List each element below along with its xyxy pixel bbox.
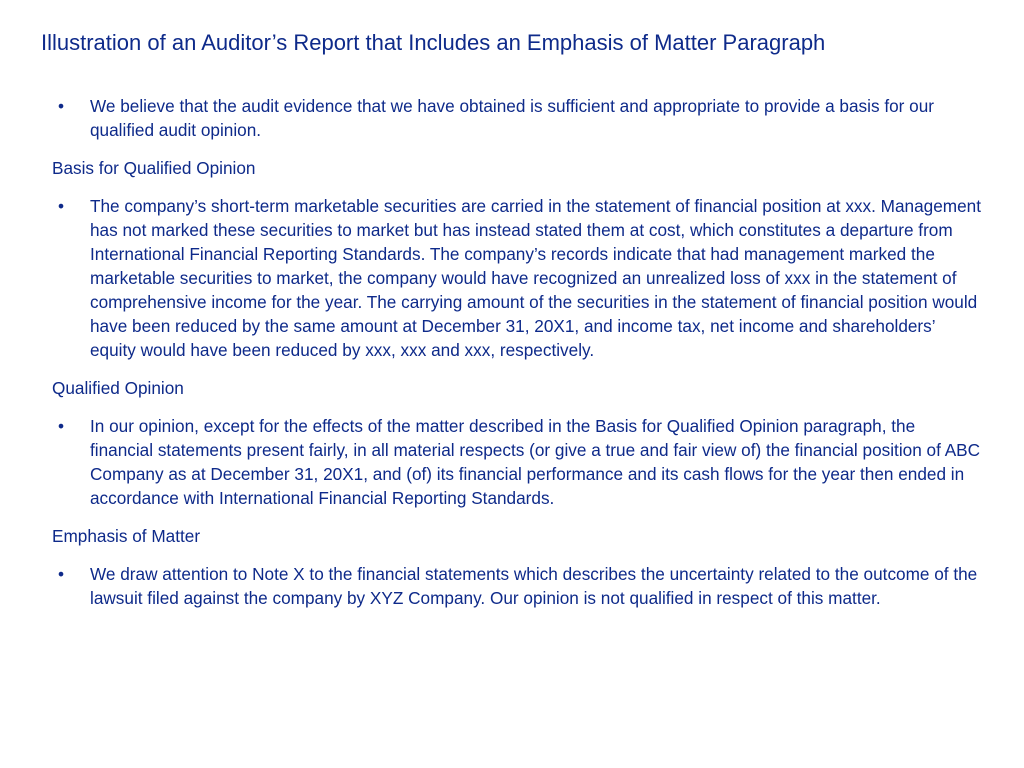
section-heading-emphasis-of-matter: Emphasis of Matter [52,526,201,546]
bullet-text: We draw attention to Note X to the financial statements which describes the uncertainty related to the outcome of the lawsuit filed against the company by XYZ Company. Our opinion is not qualified in respect of this matter. [90,564,978,608]
slide-title: Illustration of an Auditor’s Report that Includes an Emphasis of Matter Paragraph [41,30,826,55]
bullet-item-opinion [52,414,982,510]
bullet-item-audit-evidence [52,94,982,142]
bullet-item-marketable-securities [52,194,982,362]
bullet-marker: • [58,416,65,436]
section-heading-basis-for-qualified-opinion: Basis for Qualified Opinion [52,158,256,178]
bullet-marker: • [58,96,65,116]
slide-content [52,94,982,624]
section-heading-qualified-opinion: Qualified Opinion [52,378,184,398]
bullet-item-emphasis [52,562,982,610]
bullet-text: In our opinion, except for the effects of the matter described in the Basis for Qualified Opinion paragraph, the financial statements present fairly, in all material respects (or give a true and fair view of) the financial position of ABC Company as at December 31, 20X1, and (of) its financial performance and its cash flows for the year then ended in accordance with International Financial Reporting Standards. [90,416,981,508]
bullet-text: The company’s short-term marketable securities are carried in the statement of financial position at xxx. Management has not marked these securities to market but has instead stated them at cost, which constitutes a departure from International Financial Reporting Standards. The company’s records indicate that had management marked the marketable securities to market, the company would have recognized an unrealized loss of xxx in the statement of comprehensive income for the year. The carrying amount of the securities in the statement of financial position would have been reduced by the same amount at December 31, 20X1, and income tax, net income and shareholders’ equity would have been reduced by xxx, xxx and xxx, respectively. [90,196,981,360]
bullet-text: We believe that the audit evidence that we have obtained is sufficient and appropriate to provide a basis for our qualified audit opinion. [90,96,934,140]
bullet-marker: • [58,564,65,584]
bullet-marker: • [58,196,65,216]
